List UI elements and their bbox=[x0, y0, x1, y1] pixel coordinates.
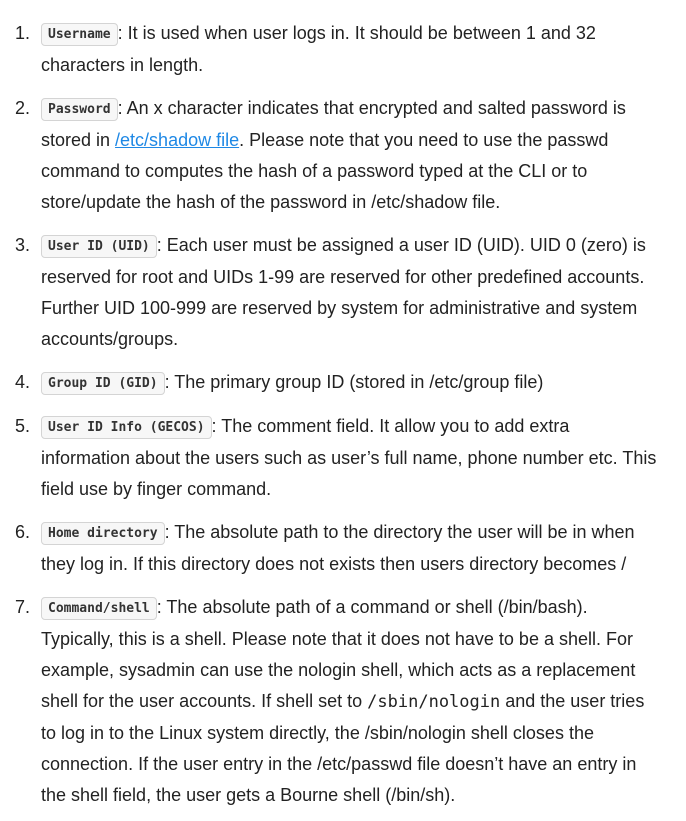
list-item-password bbox=[0, 93, 660, 218]
list-number: 3. bbox=[15, 235, 31, 255]
field-name-code: User ID Info (GECOS) bbox=[41, 416, 212, 439]
list-item-uid bbox=[0, 230, 660, 355]
nologin-inline-code: /sbin/nologin bbox=[367, 692, 501, 712]
field-name-code: User ID (UID) bbox=[41, 235, 157, 258]
field-description: : An x character indicates that encrypted and salted password is stored in bbox=[41, 98, 626, 150]
list-number: 7. bbox=[15, 597, 31, 617]
passwd-fields-list bbox=[0, 18, 686, 811]
field-description-continued: . Please note that you need to use the passwd command to computes the hash of a password typed at the CLI or to store/update the hash of the password in /etc/shadow file. bbox=[41, 130, 609, 212]
field-description: : It is used when user logs in. It should be between 1 and 32 characters in length. bbox=[41, 23, 596, 75]
list-item-gecos bbox=[0, 411, 660, 505]
field-description: : The absolute path to the directory the user will be in when they log in. If this directory does not exists then users directory becomes / bbox=[41, 522, 635, 574]
field-description: : The primary group ID (stored in /etc/group file) bbox=[164, 372, 544, 392]
list-number: 5. bbox=[15, 416, 31, 436]
field-description: : The absolute path of a command or shell (/bin/bash). Typically, this is a shell. Please note that it does not have to be a shell. For example, sysadmin can use the nologin shell, which acts as a replacement shell for the user accounts. If shell set to bbox=[41, 597, 636, 711]
field-description: : The comment field. It allow you to add extra information about the users such as user’s full name, phone number etc. This field use by finger command. bbox=[41, 416, 657, 499]
field-name-code: Command/shell bbox=[41, 597, 157, 620]
field-name-code: Username bbox=[41, 23, 118, 46]
list-item-command-shell bbox=[0, 592, 660, 811]
list-number: 4. bbox=[15, 372, 31, 392]
field-description-continued: and the user tries to log in to the Linux system directly, the /sbin/nologin shell closes the connection. If the user entry in the /etc/passwd file doesn’t have an entry in the shell field, the user gets a Bourne shell (/bin/sh). bbox=[41, 691, 645, 805]
field-name-code: Home directory bbox=[41, 522, 165, 545]
list-item-home-directory bbox=[0, 517, 660, 580]
list-number: 1. bbox=[15, 23, 31, 43]
list-item-username bbox=[0, 18, 660, 81]
field-name-code: Group ID (GID) bbox=[41, 372, 165, 395]
list-number: 2. bbox=[15, 98, 31, 118]
shadow-file-link[interactable]: /etc/shadow file bbox=[115, 130, 240, 150]
list-number: 6. bbox=[15, 522, 31, 542]
field-name-code: Password bbox=[41, 98, 118, 121]
field-description: : Each user must be assigned a user ID (UID). UID 0 (zero) is reserved for root and UIDs 1-99 are reserved for other predefined accounts. Further UID 100-999 are reserved by system for administrative and system accounts/groups. bbox=[41, 235, 646, 349]
list-item-gid bbox=[0, 367, 660, 399]
